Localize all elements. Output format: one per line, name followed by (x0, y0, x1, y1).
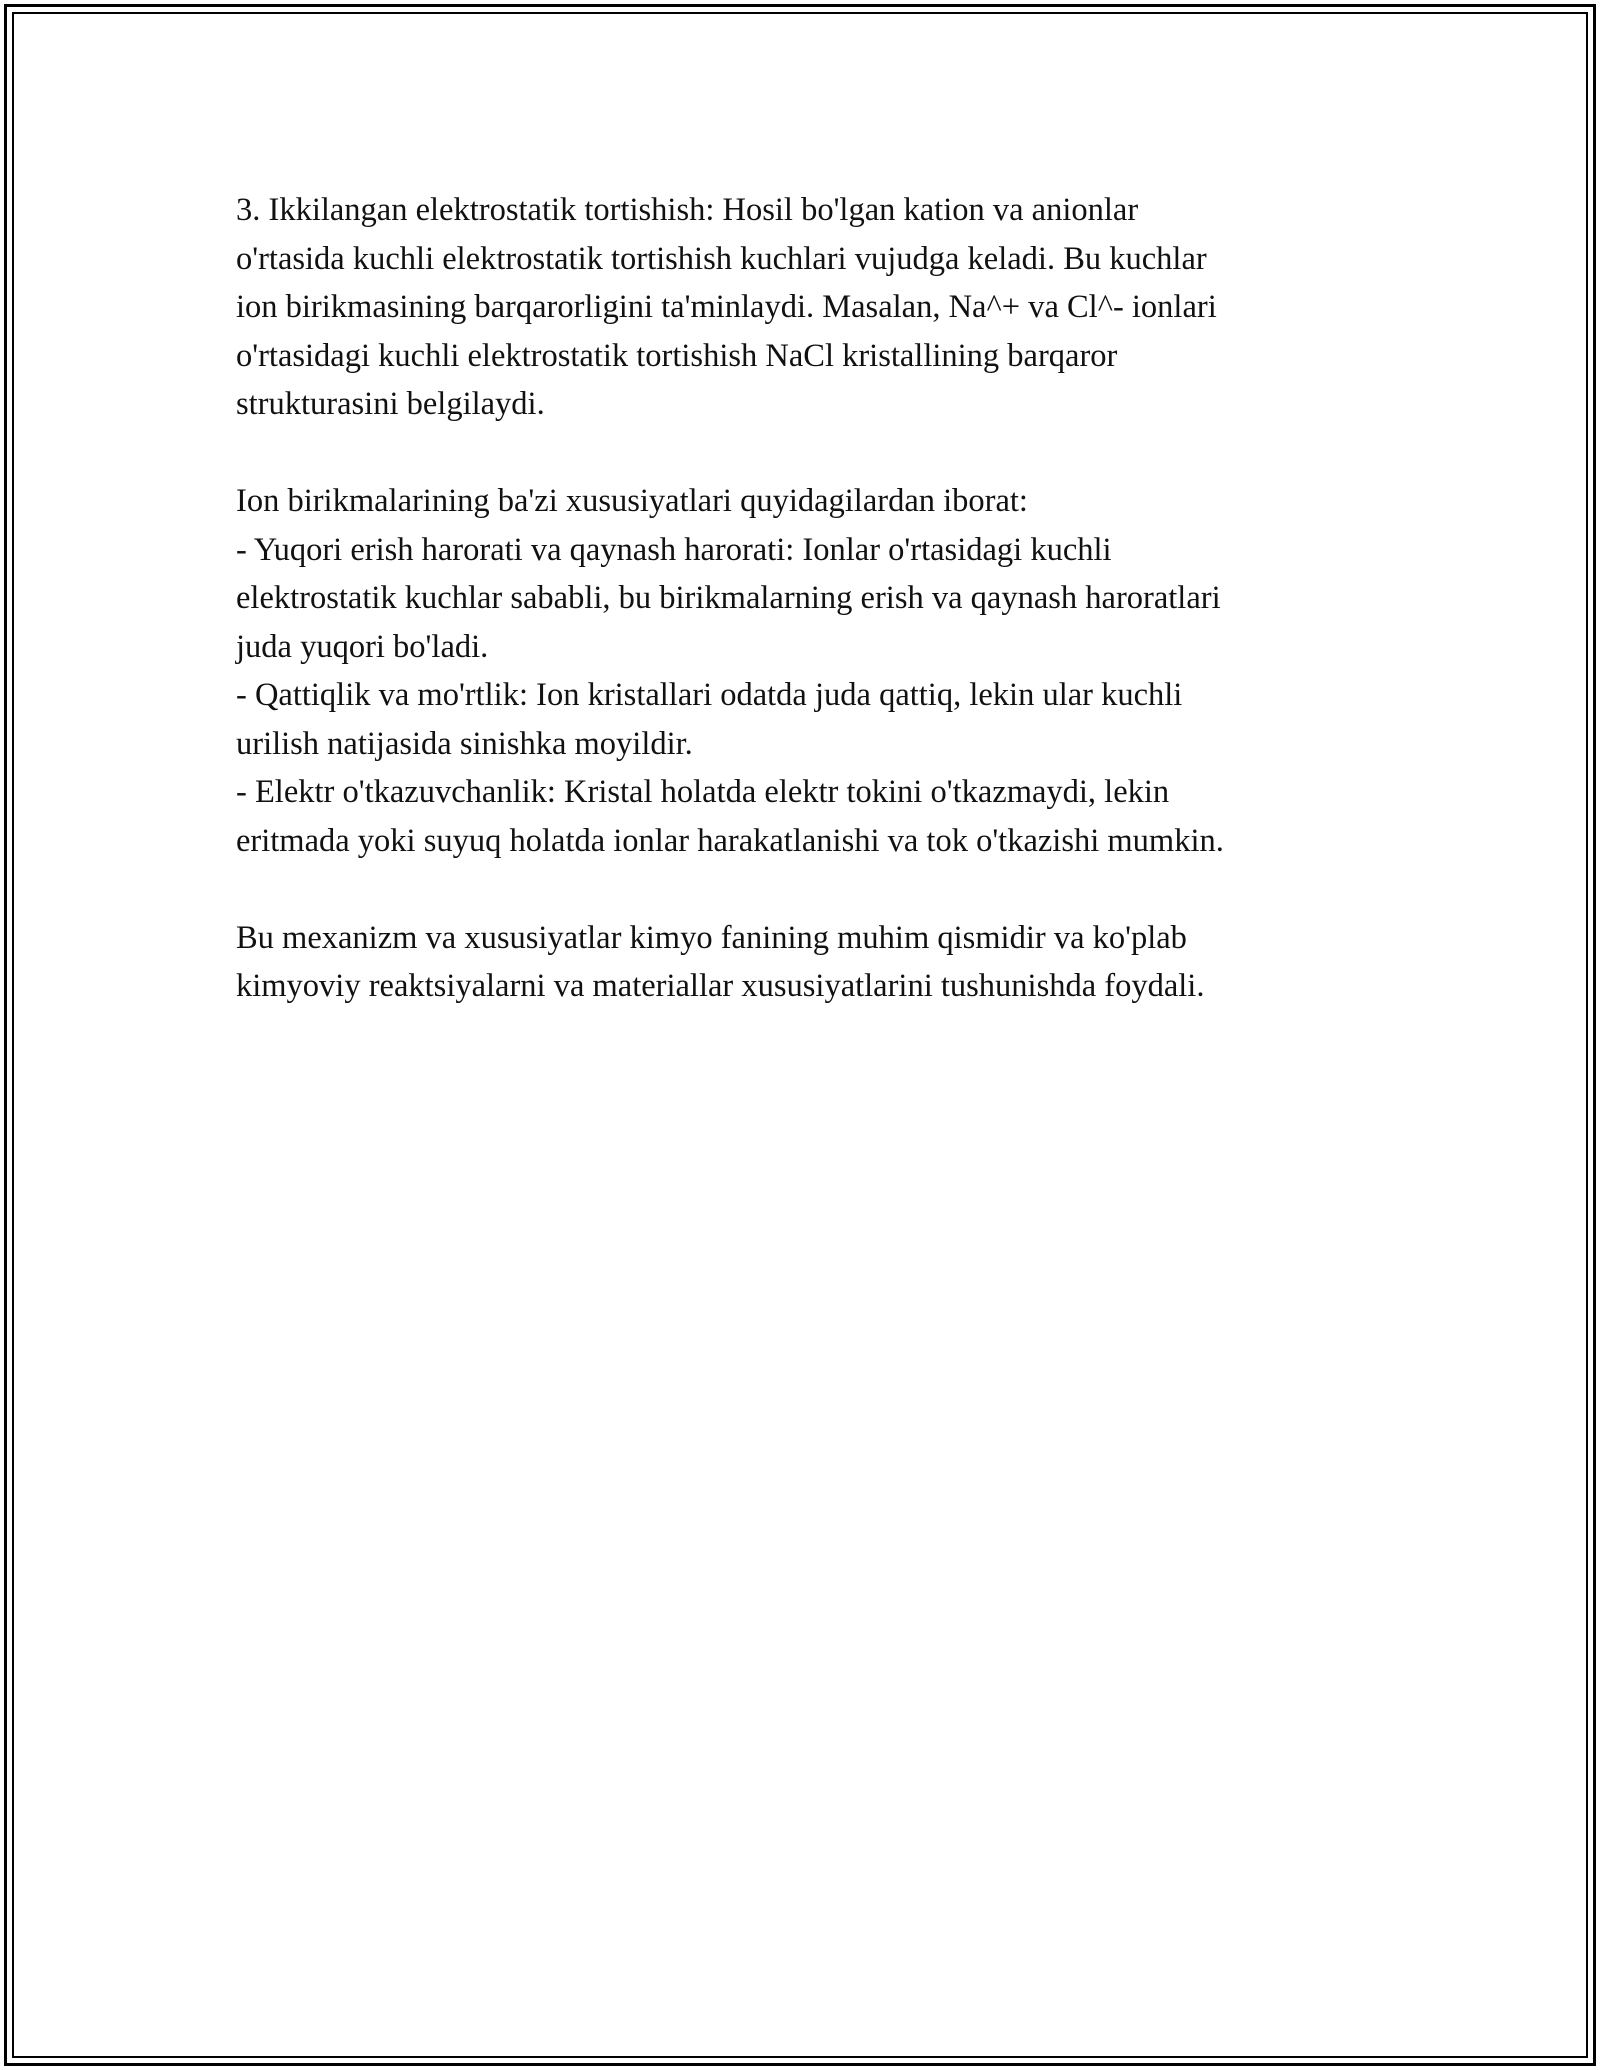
list-item-line: - Elektr o'tkazuvchanlik: Kristal holatda elektr tokini o'tkazmaydi, lekin (236, 774, 1170, 810)
text-line: urilish natijasida sinishka moyildir. (236, 725, 693, 762)
paragraph-ionic-properties (236, 477, 1366, 865)
list-item-line: - Qattiqlik va mo'rtlik: Ion kristallari odatda juda qattiq, lekin ular kuchli (236, 677, 1183, 713)
list-item-line: - Yuqori erish harorati va qaynash harorati: Ionlar o'rtasidagi kuchli (236, 531, 1112, 568)
text-line: elektrostatik kuchlar sababli, bu birikmalarning erish va qaynash haroratlari (236, 580, 1221, 616)
text-line: Bu mexanizm va xususiyatlar kimyo fanining muhim qismidir va ko'plab (236, 919, 1187, 956)
text-line: eritmada yoki suyuq holatda ionlar harakatlanishi va tok o'tkazishi mumkin. (236, 822, 1224, 859)
paragraph-electrostatic-attraction (236, 186, 1366, 429)
text-line: o'rtasida kuchli elektrostatik tortishish kuchlari vujudga keladi. Bu kuchlar (236, 240, 1207, 277)
document-body (236, 186, 1366, 1011)
text-line: Ion birikmalarining ba'zi xususiyatlari quyidagilardan iborat: (236, 483, 1028, 519)
paragraph-spacer (236, 865, 1366, 914)
text-line: juda yuqori bo'ladi. (236, 628, 489, 665)
text-line: strukturasini belgilaydi. (236, 386, 545, 422)
paragraph-spacer (236, 429, 1366, 478)
paragraph-conclusion (236, 914, 1366, 1011)
text-line: ion birikmasining barqarorligini ta'minlaydi. Masalan, Na^+ va Cl^- ionlari (236, 289, 1217, 325)
text-line: kimyoviy reaktsiyalarni va materiallar xususiyatlarini tushunishda foydali. (236, 968, 1205, 1004)
text-line: o'rtasidagi kuchli elektrostatik tortishish NaCl kristallining barqaror (236, 337, 1118, 374)
text-line: 3. Ikkilangan elektrostatik tortishish: Hosil bo'lgan kation va anionlar (236, 192, 1139, 228)
